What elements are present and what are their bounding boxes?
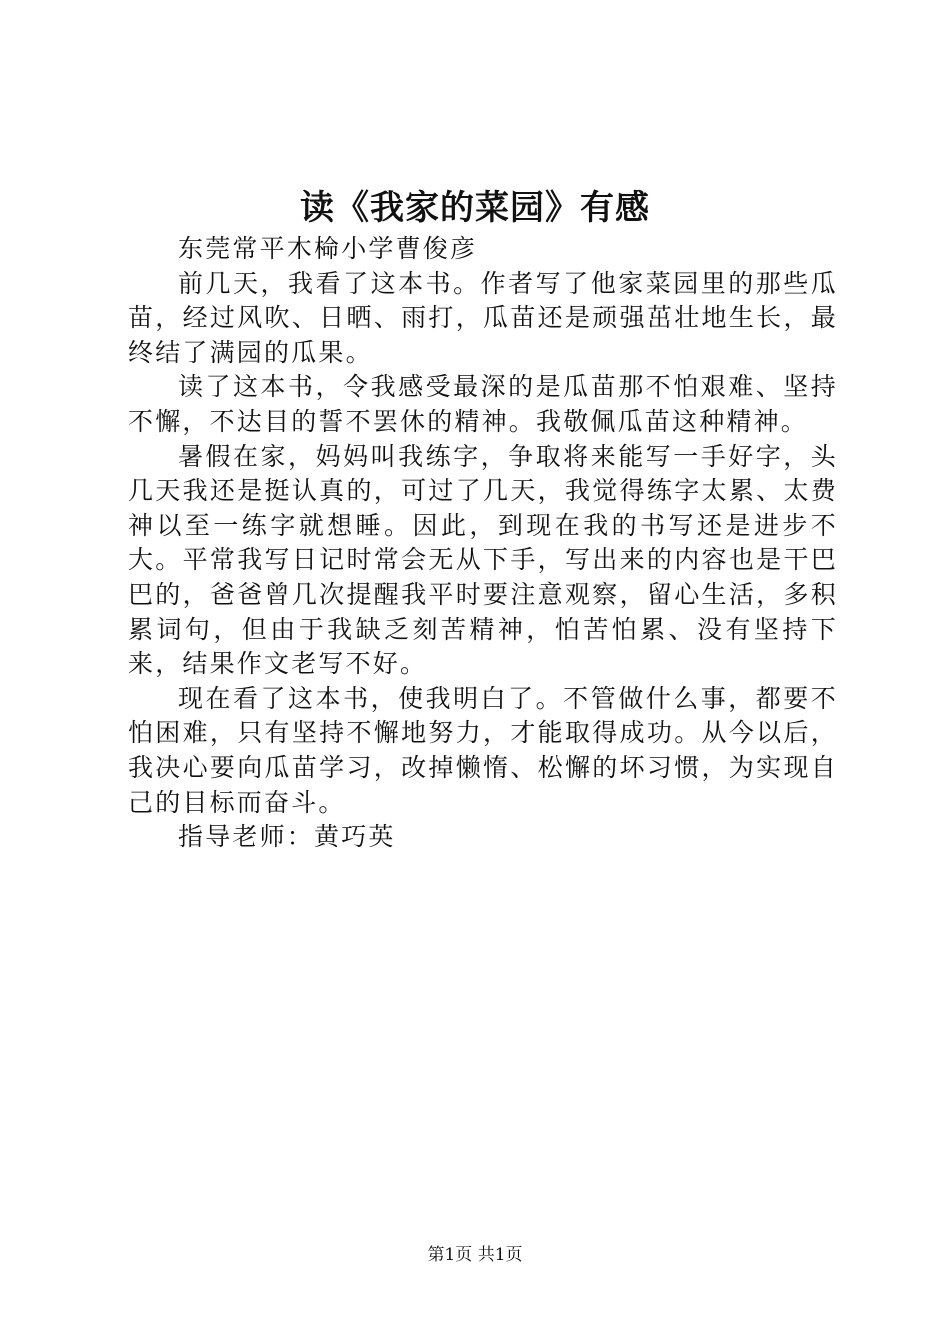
author-line: 东莞常平木椧小学曹俊彦 bbox=[178, 234, 478, 263]
paragraph: 暑假在家，妈妈叫我练字，争取将来能写一手好字，头几天我还是挺认真的，可过了几天，我觉得练字太累、太费神以至一练字就想睡。因此，到现在我的书写还是进步不大。平常我写日记时常会无从下手，写出来的内容也是干巴巴的，爸爸曾几次提醒我平时要注意观察，留心生活，多积累词句，但由于我缺乏刻苦精神，怕苦怕累、没有坚持下来，结果作文老写不好。 bbox=[128, 441, 838, 679]
page-number-footer: 第1页 共1页 bbox=[427, 1245, 523, 1265]
paragraph: 读了这本书，令我感受最深的是瓜苗那不怕艰难、坚持不懈，不达目的誓不罢休的精神。我敬佩瓜苗这种精神。 bbox=[128, 372, 838, 436]
paragraph: 前几天，我看了这本书。作者写了他家菜园里的那些瓜苗，经过风吹、日晒、雨打，瓜苗还是顽强茁壮地生长，最终结了满园的瓜果。 bbox=[128, 268, 838, 367]
teacher-line: 指导老师：黄巧英 bbox=[178, 822, 396, 852]
document-title: 读《我家的菜园》有感 bbox=[300, 188, 650, 228]
document-body bbox=[128, 232, 838, 855]
paragraph: 现在看了这本书，使我明白了。不管做什么事，都要不怕困难，只有坚持不懈地努力，才能取得成功。从今以后，我决心要向瓜苗学习，改掉懒惰、松懈的坏习惯，为实现自己的目标而奋斗。 bbox=[128, 683, 838, 817]
